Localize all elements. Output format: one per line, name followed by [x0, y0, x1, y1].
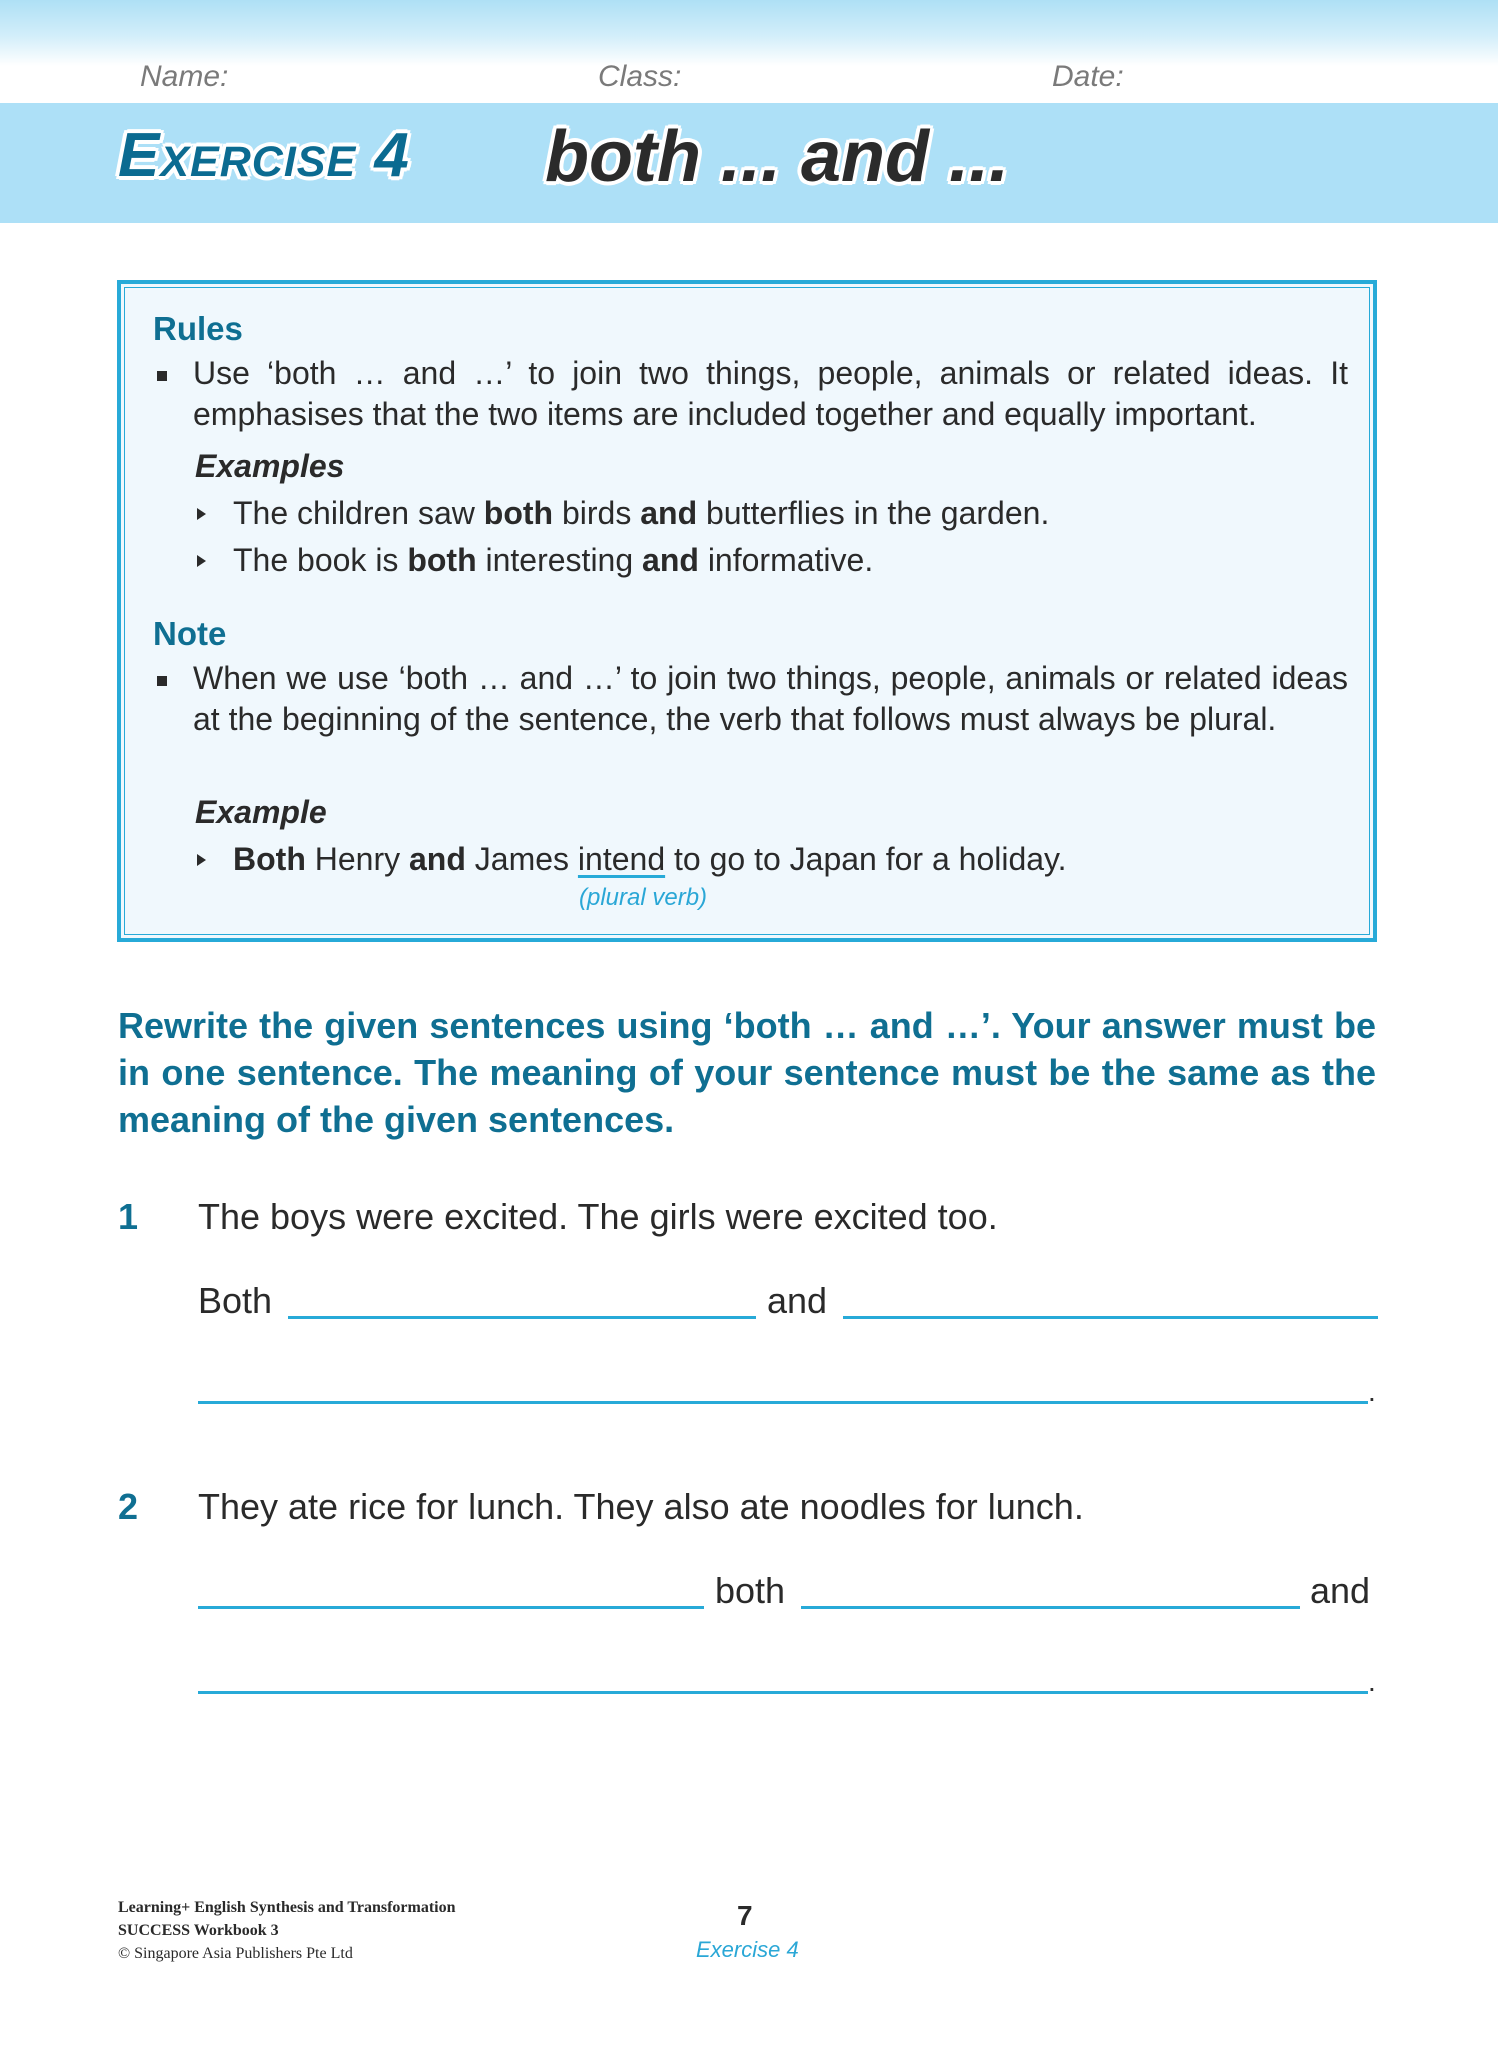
examples-heading: Examples [195, 448, 345, 484]
prompt-word-and: and [1310, 1570, 1371, 1611]
page-number: 7 [737, 1900, 753, 1931]
example-line-2: The book is both interesting and informative. [233, 542, 874, 578]
name-label: Name: [140, 60, 229, 93]
answer-blank-2c[interactable] [198, 1691, 1368, 1694]
question-text-2: They ate rice for lunch. They also ate noodles for lunch. [198, 1486, 1084, 1527]
answer-blank-2a[interactable] [198, 1606, 704, 1609]
rules-heading: Rules [153, 310, 243, 347]
question-text-1: The boys were excited. The girls were excited too. [198, 1196, 998, 1237]
topic-title: both ... and ... [545, 117, 1009, 197]
footer-workbook: SUCCESS Workbook 3 [118, 1922, 279, 1939]
example-heading: Example [195, 794, 327, 830]
answer-blank-1c[interactable] [198, 1401, 1368, 1404]
student-info-row [0, 60, 1498, 98]
square-bullet-icon [157, 676, 167, 686]
date-label: Date: [1052, 60, 1124, 93]
prompt-word-both: both [715, 1570, 786, 1611]
note-heading: Note [153, 615, 227, 652]
triangle-bullet-icon [197, 854, 206, 866]
top-gradient-band [0, 0, 1498, 66]
prompt-word-both: Both [198, 1280, 273, 1321]
footer-copyright: © Singapore Asia Publishers Pte Ltd [118, 1945, 353, 1962]
answer-blank-1b[interactable] [843, 1316, 1378, 1319]
answer-blank-2b[interactable] [801, 1606, 1300, 1609]
square-bullet-icon [157, 371, 167, 381]
triangle-bullet-icon [197, 555, 206, 567]
footer-series-title: Learning+ English Synthesis and Transformation [118, 1899, 456, 1916]
plural-verb-underlined: intend [577, 841, 666, 877]
plural-verb-annotation: (plural verb) [579, 884, 708, 911]
question-number-2: 2 [118, 1486, 139, 1527]
prompt-word-and: and [767, 1280, 828, 1321]
rules-box [117, 280, 1377, 942]
triangle-bullet-icon [197, 508, 206, 520]
question-number-1: 1 [118, 1196, 139, 1237]
end-period-2: . [1368, 1666, 1376, 1697]
exercise-title: Exercise 4 [118, 121, 410, 190]
page-exercise-label: Exercise 4 [696, 1937, 799, 1962]
instructions: Rewrite the given sentences using ‘both … and …’. Your answer must be in one sentence. The meaning of your sentence must be the same as the meaning of the given sentences. [118, 1005, 1376, 1140]
note-example-line: Both Henry and James intend to go to Japan for a holiday. [233, 841, 1067, 877]
footer-publication-info [118, 1896, 456, 1965]
rule-text: Use ‘both … and …’ to join two things, people, animals or related ideas. It emphasises that the two items are included together and equally important. [193, 355, 1348, 432]
answer-blank-1a[interactable] [288, 1316, 756, 1319]
example-line-1: The children saw both birds and butterflies in the garden. [233, 495, 1050, 531]
class-label: Class: [598, 60, 682, 93]
end-period-1: . [1368, 1376, 1376, 1407]
note-text: When we use ‘both … and …’ to join two things, people, animals or related ideas at the beginning of the sentence, the verb that follows must always be plural. [193, 660, 1348, 737]
